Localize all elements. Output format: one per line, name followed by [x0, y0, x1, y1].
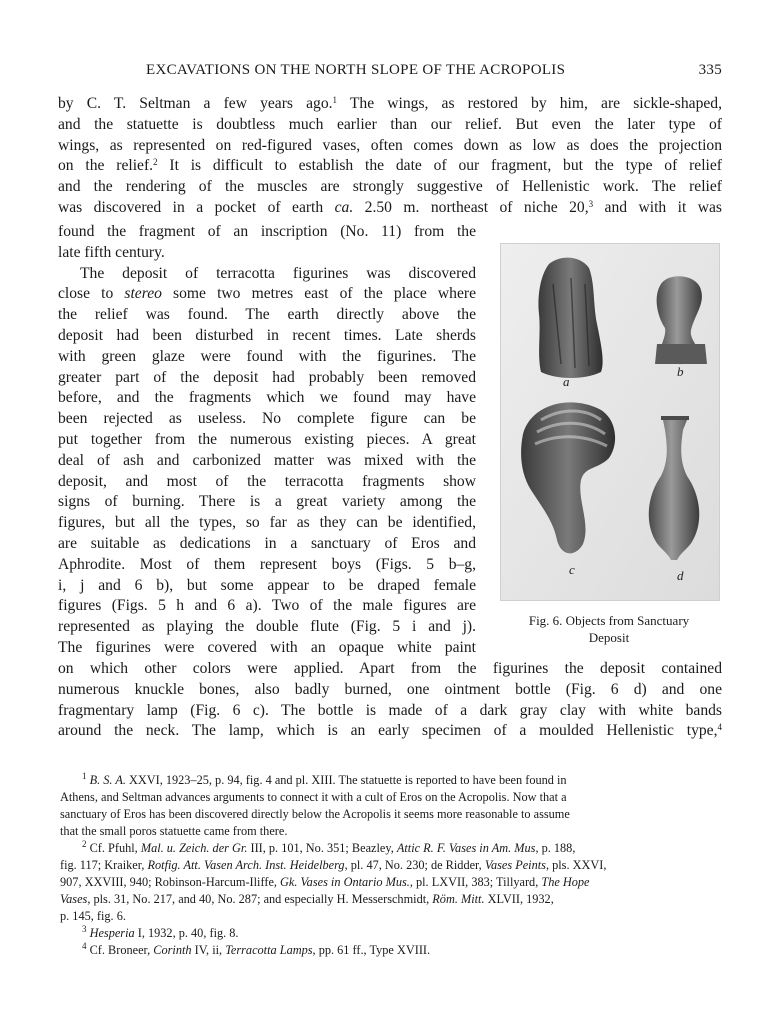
text-line: on the relief.$^2$ It is difficult to establish the date of our fragment, but the type of relief — [58, 157, 722, 175]
text-line: Aphrodite. Most of them represent boys (Figs. 5 b–g, — [58, 555, 476, 573]
footnote-line: Vases, pls. 31, No. 217, and 40, No. 287; and especially H. Messerschmidt, Röm. Mitt. XLVII, 1932, — [60, 892, 554, 906]
text-line: signs of burning. There is a great variety among the — [58, 493, 476, 511]
column-text — [58, 222, 476, 659]
figure-caption — [498, 612, 720, 646]
text-line: figures, but all the types, so far as they can be identified, — [58, 514, 476, 532]
text-line: was discovered in a pocket of earth ca. 2.50 m. northeast of niche 20,$^3$ and with it was — [58, 198, 722, 216]
text-line: before, and the fragments which we found may have — [58, 389, 476, 407]
paragraph-continuation — [58, 659, 722, 742]
footnote-2: $^2$ Cf. Pfuhl, Mal. u. Zeich. der Gr. III, p. 101, No. 351; Beazley, Attic R. F. Vases in Am. Mus, p. 188, — [82, 839, 576, 855]
text-line: put together from the numerous existing pieces. A great — [58, 430, 476, 448]
footnote-4: $^4$ Cf. Broneer, Corinth IV, ii, Terracotta Lamps, pp. 61 ff., Type XVIII. — [82, 941, 431, 957]
text-line: and the statuette is doubtless much earlier than our relief. But even the later type of — [58, 115, 722, 133]
footnote-3: $^3$ Hesperia I, 1932, p. 40, fig. 8. — [82, 924, 239, 940]
text-line: the relief was found. The earth directly above the — [58, 306, 476, 324]
label-d: d — [677, 568, 684, 583]
text-line: late fifth century. — [58, 243, 165, 261]
running-title: EXCAVATIONS ON THE NORTH SLOPE OF THE ACROPOLIS — [146, 62, 566, 78]
running-head — [60, 62, 722, 84]
text-line: wings, as represented on red-figured vases, often comes down as low as does the projection — [58, 136, 722, 154]
paragraph-start-line: The deposit of terracotta figurines was discovered — [80, 264, 476, 282]
page-number: 335 — [698, 62, 722, 78]
footnote-line: that the small poros statuette came from there. — [60, 824, 288, 838]
text-line: i, j and 6 b), but some appear to be draped female — [58, 576, 476, 594]
text-line: with green glaze were found with the figurines. The — [58, 347, 476, 365]
paragraph-opening — [58, 94, 722, 219]
text-line: numerous knuckle bones, also badly burned, one ointment bottle (Fig. 6 d) and one — [58, 680, 722, 698]
footnote-1: $^1$ B. S. A. XXVI, 1923–25, p. 94, fig. 4 and pl. XIII. The statuette is reported to have been found in — [82, 771, 567, 787]
label-c: c — [569, 562, 575, 577]
text-line: found the fragment of an inscription (No. 11) from the — [58, 223, 476, 240]
footnote-line: p. 145, fig. 6. — [60, 909, 126, 923]
text-line: deal of ash and carbonized matter was mixed with the — [58, 451, 476, 469]
footnote-line: sanctuary of Eros has been discovered directly below the Acropolis it seems more reasonable to assume — [60, 807, 570, 821]
footnote-line: Athens, and Seltman advances arguments to connect it with a cult of Eros on the Acropolis. Now that a — [60, 790, 567, 804]
figure-6-illustration — [501, 244, 719, 600]
text-line: around the neck. The lamp, which is an early specimen of a moulded Hellenistic type,$^4$ — [58, 722, 722, 740]
figure-6-photo — [500, 243, 720, 601]
text-line: on which other colors were applied. Apart from the figurines the deposit contained — [58, 660, 722, 677]
text-line: been rejected as useless. No complete figure can be — [58, 410, 476, 428]
text-line: are suitable as dedications in a sanctuary of Eros and — [58, 534, 476, 552]
label-a: a — [563, 374, 570, 389]
text-line: The figurines were covered with an opaque white paint — [58, 638, 476, 656]
footnote-line: fig. 117; Kraiker, Rotfig. Att. Vasen Arch. Inst. Heidelberg, pl. 47, No. 230; de Ridder, Vases Peints, pls. XXVI, — [60, 858, 607, 872]
text-line: deposit had been disturbed in recent times. Late sherds — [58, 326, 476, 344]
text-line: and the rendering of the muscles are strongly suggestive of Hellenistic work. The relief — [58, 178, 722, 196]
label-b: b — [677, 364, 684, 379]
footnote-line: 907, XXVIII, 940; Robinson-Harcum-Iliffe, Gk. Vases in Ontario Mus., pl. LXVII, 383; Tillyard, The Hope — [60, 875, 590, 889]
caption-line: Fig. 6. Objects from Sanctuary — [528, 613, 690, 628]
footnotes — [60, 772, 722, 959]
text-line: deposit, and most of the terracotta fragments show — [58, 472, 476, 490]
text-line: figures (Figs. 5 h and 6 a). Two of the male figures are — [58, 597, 476, 615]
text-line: represented as playing the double flute (Fig. 5 i and j). — [58, 618, 476, 636]
text-line: by C. T. Seltman a few years ago.$^1$ The wings, as restored by him, are sickle-shaped, — [58, 95, 722, 112]
text-line: close to stereo some two metres east of the place where — [58, 285, 476, 303]
text-line: fragmentary lamp (Fig. 6 c). The bottle is made of a dark gray clay with white bands — [58, 701, 722, 719]
caption-line: Deposit — [588, 630, 630, 645]
text-line: greater part of the deposit had probably been removed — [58, 368, 476, 386]
